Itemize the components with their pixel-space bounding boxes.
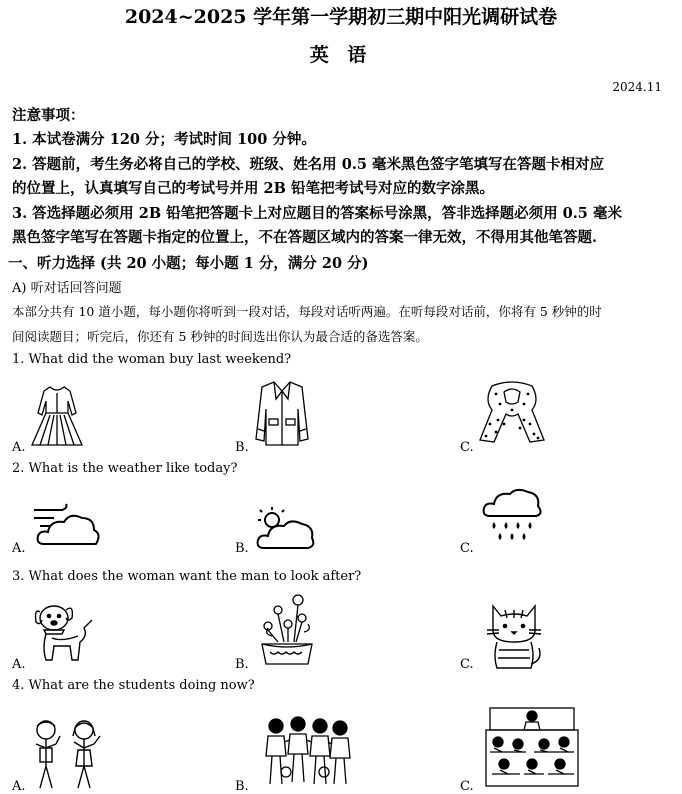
flower-pot-icon bbox=[258, 592, 316, 668]
sun-cloud-icon bbox=[254, 506, 316, 552]
dress-icon bbox=[26, 383, 88, 449]
q3-option-c[interactable]: C. bbox=[460, 657, 474, 672]
notice-item-1: 1. 本试卷满分 120 分；考试时间 100 分钟。 bbox=[12, 131, 316, 148]
dog-icon bbox=[32, 598, 98, 668]
exam-title: 2024~2025 学年第一学期初三期中阳光调研试卷 bbox=[124, 6, 558, 28]
q1-option-c[interactable]: C. bbox=[460, 440, 474, 455]
question-2: 2. What is the weather like today? bbox=[12, 461, 238, 476]
q4-option-b[interactable]: B. bbox=[235, 779, 249, 794]
q4-option-a[interactable]: A. bbox=[12, 779, 26, 794]
notice-item-3-line-1: 3. 答选择题必须用 2B 铅笔把答题卡上对应题目的答案标号涂黑，答非选择题必须用 0.5 毫米 bbox=[12, 205, 622, 222]
q4-option-c[interactable]: C. bbox=[460, 779, 474, 794]
exam-date: 2024.11 bbox=[612, 80, 662, 94]
notice-item-2-line-1: 2. 答题前，考生务必将自己的学校、班级、姓名用 0.5 毫米黑色签字笔填写在答题卡相对应 bbox=[12, 156, 605, 173]
q1-option-b[interactable]: B. bbox=[235, 440, 249, 455]
question-4: 4. What are the students doing now? bbox=[12, 678, 255, 693]
rain-cloud-icon bbox=[480, 488, 544, 548]
notice-heading: 注意事项： bbox=[12, 107, 85, 124]
cat-icon bbox=[485, 600, 543, 670]
q2-option-a[interactable]: A. bbox=[12, 541, 26, 556]
q3-option-a[interactable]: A. bbox=[12, 657, 26, 672]
q2-option-c[interactable]: C. bbox=[460, 541, 474, 556]
part-a-heading: A) 听对话回答问题 bbox=[12, 281, 122, 296]
subject-title: 英 语 bbox=[309, 44, 373, 66]
question-3: 3. What does the woman want the man to look after? bbox=[12, 569, 362, 584]
question-1: 1. What did the woman buy last weekend? bbox=[12, 352, 292, 367]
jacket-icon bbox=[254, 379, 310, 447]
q2-option-b[interactable]: B. bbox=[235, 541, 249, 556]
scarf-icon bbox=[474, 380, 550, 446]
q3-option-b[interactable]: B. bbox=[235, 657, 249, 672]
instruction-line-2: 间阅读题目；听完后，你还有 5 秒钟的时间选出你认为最合适的备选答案。 bbox=[12, 329, 428, 344]
classroom-icon bbox=[484, 706, 580, 788]
windy-cloud-icon bbox=[32, 500, 102, 550]
notice-item-3-line-2: 黑色签字笔写在答题卡指定的位置上，不在答题区域内的答案一律无效，不得用其他笔答题. bbox=[12, 229, 598, 246]
notice-item-2-line-2: 的位置上，认真填写自己的考试号并用 2B 铅笔把考试号对应的数字涂黑。 bbox=[12, 180, 494, 197]
exercising-kids-icon bbox=[26, 714, 108, 790]
dancing-kids-icon bbox=[258, 712, 354, 788]
instruction-line-1: 本部分共有 10 道小题，每小题你将听到一段对话，每段对话听两遍。在听每段对话前，你将有 5 秒钟的时 bbox=[12, 304, 602, 319]
section-1-heading: 一、听力选择 (共 20 小题；每小题 1 分，满分 20 分) bbox=[8, 255, 369, 272]
q1-option-a[interactable]: A. bbox=[12, 440, 26, 455]
